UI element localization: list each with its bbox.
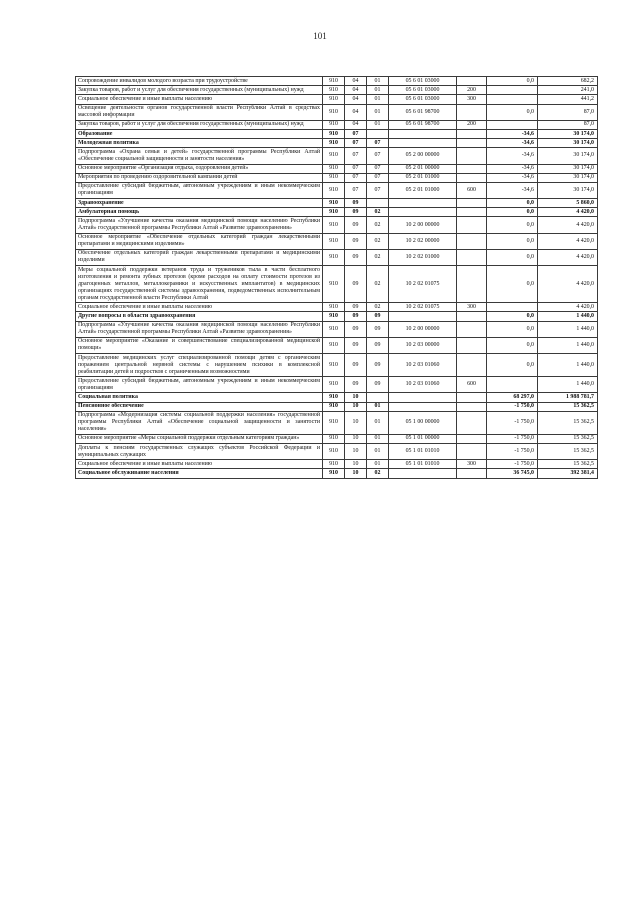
row-target-code <box>389 139 457 148</box>
row-ministry-code: 910 <box>323 86 345 95</box>
row-subsection-code: 07 <box>367 164 389 173</box>
row-expense-type <box>457 249 487 265</box>
row-amount-total: 1 988 781,7 <box>538 393 598 402</box>
row-section-code: 07 <box>345 148 367 164</box>
row-subsection-code: 01 <box>367 460 389 469</box>
row-expense-type <box>457 173 487 182</box>
table-row <box>76 104 598 120</box>
table-row <box>76 393 598 402</box>
row-target-code: 05 6 01 98700 <box>389 120 457 129</box>
row-section-code: 10 <box>345 469 367 478</box>
table-row <box>76 402 598 411</box>
row-target-code <box>389 208 457 217</box>
table-row <box>76 312 598 321</box>
row-amount-change: -1 750,0 <box>487 411 538 434</box>
row-name: Амбулаторная помощь <box>76 208 323 217</box>
row-section-code: 04 <box>345 104 367 120</box>
row-section-code: 09 <box>345 217 367 233</box>
table-row <box>76 337 598 353</box>
row-ministry-code: 910 <box>323 393 345 402</box>
row-expense-type <box>457 469 487 478</box>
row-section-code: 07 <box>345 182 367 198</box>
row-name: Доплаты к пенсиям государственных служащих субъектов Российской Федерации и муниципальных служащих <box>76 444 323 460</box>
row-amount-change: -1 750,0 <box>487 444 538 460</box>
row-subsection-code: 01 <box>367 402 389 411</box>
row-amount-change <box>487 303 538 312</box>
row-name: Предоставление субсидий бюджетным, автономным учреждениям и иным некоммерческим организациям <box>76 377 323 393</box>
row-expense-type <box>457 104 487 120</box>
row-target-code: 05 6 01 03000 <box>389 95 457 104</box>
row-subsection-code: 01 <box>367 104 389 120</box>
row-ministry-code: 910 <box>323 312 345 321</box>
budget-table-body <box>76 77 598 479</box>
row-expense-type <box>457 444 487 460</box>
row-target-code: 05 2 00 00000 <box>389 148 457 164</box>
row-target-code <box>389 129 457 138</box>
row-amount-total: 15 362,5 <box>538 434 598 443</box>
row-expense-type: 300 <box>457 303 487 312</box>
row-target-code: 05 1 01 01010 <box>389 444 457 460</box>
row-section-code: 09 <box>345 199 367 208</box>
row-target-code: 05 1 01 01010 <box>389 460 457 469</box>
row-amount-change: 0,0 <box>487 249 538 265</box>
row-target-code: 05 6 01 03000 <box>389 77 457 86</box>
row-name: Подпрограмма «Улучшение качества оказания медицинской помощи населению Республики Алтай» государственной программы Республики Алтай «Развитие здравоохранения» <box>76 217 323 233</box>
row-expense-type <box>457 139 487 148</box>
table-row <box>76 139 598 148</box>
table-row <box>76 129 598 138</box>
row-ministry-code: 910 <box>323 148 345 164</box>
row-section-code: 09 <box>345 353 367 376</box>
row-amount-total: 87,0 <box>538 104 598 120</box>
row-expense-type <box>457 312 487 321</box>
row-amount-total: 87,0 <box>538 120 598 129</box>
row-amount-change: 0,0 <box>487 233 538 249</box>
row-expense-type <box>457 393 487 402</box>
row-amount-total: 15 362,5 <box>538 444 598 460</box>
row-amount-change: 0,0 <box>487 104 538 120</box>
row-section-code: 09 <box>345 303 367 312</box>
page-number: 101 <box>313 31 327 41</box>
row-amount-total: 392 381,4 <box>538 469 598 478</box>
row-target-code: 05 2 01 00000 <box>389 164 457 173</box>
row-amount-total: 1 440,0 <box>538 377 598 393</box>
row-expense-type <box>457 411 487 434</box>
row-target-code: 05 2 01 01000 <box>389 182 457 198</box>
row-target-code: 10 2 00 00000 <box>389 321 457 337</box>
row-section-code: 10 <box>345 460 367 469</box>
row-target-code <box>389 469 457 478</box>
row-name: Предоставление субсидий бюджетным, автономным учреждениям и иным некоммерческим организациям <box>76 182 323 198</box>
row-section-code: 04 <box>345 120 367 129</box>
row-name: Сопровождение инвалидов молодого возраста при трудоустройстве <box>76 77 323 86</box>
row-amount-total: 30 174,0 <box>538 148 598 164</box>
row-amount-change: -34,6 <box>487 148 538 164</box>
row-ministry-code: 910 <box>323 353 345 376</box>
row-name: Закупка товаров, работ и услуг для обеспечения государственных (муниципальных) нужд <box>76 120 323 129</box>
row-section-code: 10 <box>345 444 367 460</box>
row-expense-type <box>457 217 487 233</box>
row-section-code: 07 <box>345 129 367 138</box>
row-amount-change: 0,0 <box>487 353 538 376</box>
row-target-code: 10 2 02 01075 <box>389 266 457 303</box>
row-target-code <box>389 402 457 411</box>
table-row <box>76 233 598 249</box>
row-ministry-code: 910 <box>323 434 345 443</box>
row-target-code: 10 2 02 01000 <box>389 249 457 265</box>
row-amount-change: -34,6 <box>487 173 538 182</box>
row-expense-type: 300 <box>457 460 487 469</box>
table-row <box>76 95 598 104</box>
row-target-code: 10 2 02 00000 <box>389 233 457 249</box>
table-row <box>76 434 598 443</box>
row-amount-change: 0,0 <box>487 217 538 233</box>
table-row <box>76 411 598 434</box>
budget-table <box>75 76 598 479</box>
row-section-code: 09 <box>345 266 367 303</box>
row-ministry-code: 910 <box>323 303 345 312</box>
row-amount-total: 682,2 <box>538 77 598 86</box>
row-ministry-code: 910 <box>323 249 345 265</box>
row-section-code: 04 <box>345 86 367 95</box>
table-row <box>76 217 598 233</box>
row-subsection-code: 09 <box>367 312 389 321</box>
row-target-code: 10 2 03 00000 <box>389 337 457 353</box>
row-amount-change: -1 750,0 <box>487 460 538 469</box>
table-row <box>76 208 598 217</box>
row-section-code: 07 <box>345 173 367 182</box>
row-subsection-code: 02 <box>367 217 389 233</box>
row-section-code: 10 <box>345 402 367 411</box>
row-amount-total: 441,2 <box>538 95 598 104</box>
row-amount-change <box>487 86 538 95</box>
row-amount-total: 4 420,0 <box>538 208 598 217</box>
row-expense-type <box>457 434 487 443</box>
row-amount-total: 15 362,5 <box>538 411 598 434</box>
row-name: Подпрограмма «Улучшение качества оказания медицинской помощи населению Республики Алтай» государственной программы Республики Алтай «Развитие здравоохранения» <box>76 321 323 337</box>
row-name: Другие вопросы в области здравоохранения <box>76 312 323 321</box>
row-ministry-code: 910 <box>323 233 345 249</box>
row-subsection-code: 02 <box>367 208 389 217</box>
row-section-code: 09 <box>345 208 367 217</box>
row-ministry-code: 910 <box>323 208 345 217</box>
row-target-code: 05 6 01 98700 <box>389 104 457 120</box>
row-amount-total: 4 420,0 <box>538 233 598 249</box>
row-expense-type <box>457 402 487 411</box>
row-amount-total: 15 362,5 <box>538 460 598 469</box>
row-subsection-code: 01 <box>367 86 389 95</box>
row-section-code: 04 <box>345 95 367 104</box>
row-name: Подпрограмма «Модернизация системы социальной поддержки населения» государственной программы Республики Алтай «Обеспечение социальной защищенности и занятости населения» <box>76 411 323 434</box>
row-subsection-code: 07 <box>367 139 389 148</box>
row-amount-total: 4 420,0 <box>538 217 598 233</box>
row-subsection-code: 01 <box>367 77 389 86</box>
row-section-code: 07 <box>345 139 367 148</box>
row-section-code: 10 <box>345 434 367 443</box>
row-expense-type: 200 <box>457 86 487 95</box>
row-ministry-code: 910 <box>323 266 345 303</box>
row-amount-total: 30 174,0 <box>538 129 598 138</box>
row-amount-change <box>487 120 538 129</box>
row-target-code: 10 2 03 01060 <box>389 377 457 393</box>
row-ministry-code: 910 <box>323 411 345 434</box>
row-expense-type <box>457 208 487 217</box>
row-target-code: 05 1 00 00000 <box>389 411 457 434</box>
row-subsection-code <box>367 129 389 138</box>
row-subsection-code: 07 <box>367 173 389 182</box>
row-amount-change <box>487 377 538 393</box>
row-name: Образование <box>76 129 323 138</box>
row-name: Обеспечение отдельных категорий граждан лекарственными препаратами и медицинскими изделиями <box>76 249 323 265</box>
table-row <box>76 303 598 312</box>
row-ministry-code: 910 <box>323 460 345 469</box>
row-name: Меры социальной поддержки ветеранов труда и тружеников тыла в части бесплатного изготовления и ремонта зубных протезов (кроме расходов на оплату стоимости протезов из драгоценных металлов, металлокерамики и искусственных имплантатов) в медицинских организациях государственной системы здравоохранения, подведомственных исполнительным органам государственной власти Республики Алтай <box>76 266 323 303</box>
row-amount-total: 15 362,5 <box>538 402 598 411</box>
row-name: Социальное обеспечение и иные выплаты населению <box>76 303 323 312</box>
row-subsection-code: 09 <box>367 321 389 337</box>
table-row <box>76 353 598 376</box>
row-ministry-code: 910 <box>323 173 345 182</box>
row-ministry-code: 910 <box>323 129 345 138</box>
row-expense-type <box>457 321 487 337</box>
row-subsection-code: 07 <box>367 148 389 164</box>
row-name: Основное мероприятие «Организация отдыха, оздоровления детей» <box>76 164 323 173</box>
row-ministry-code: 910 <box>323 444 345 460</box>
row-subsection-code: 02 <box>367 266 389 303</box>
row-amount-total: 1 440,0 <box>538 337 598 353</box>
row-amount-change: 36 745,0 <box>487 469 538 478</box>
row-ministry-code: 910 <box>323 120 345 129</box>
row-section-code: 10 <box>345 411 367 434</box>
row-ministry-code: 910 <box>323 377 345 393</box>
row-amount-change: 68 297,0 <box>487 393 538 402</box>
row-name: Основное мероприятие «Меры социальной поддержки отдельным категориям граждан» <box>76 434 323 443</box>
row-target-code: 10 2 02 01075 <box>389 303 457 312</box>
row-expense-type <box>457 337 487 353</box>
row-subsection-code: 07 <box>367 182 389 198</box>
row-name: Здравоохранение <box>76 199 323 208</box>
row-name: Основное мероприятие «Обеспечение отдельных категорий граждан лекарственными препаратами и медицинскими изделиями» <box>76 233 323 249</box>
row-name: Предоставление медицинских услуг специализированной помощи детям с органическим поражением центральной нервной системы с нарушением психики в комплексной реабилитации детей и подростков с ограниченными возможностями <box>76 353 323 376</box>
table-row <box>76 120 598 129</box>
table-row <box>76 164 598 173</box>
row-name: Подпрограмма «Охрана семьи и детей» государственной программы Республики Алтай «Обеспечение социальной защищенности и занятости населения» <box>76 148 323 164</box>
row-amount-total: 5 860,0 <box>538 199 598 208</box>
row-name: Пенсионное обеспечение <box>76 402 323 411</box>
row-subsection-code: 09 <box>367 353 389 376</box>
row-section-code: 04 <box>345 77 367 86</box>
row-section-code: 09 <box>345 249 367 265</box>
row-subsection-code: 02 <box>367 469 389 478</box>
row-ministry-code: 910 <box>323 321 345 337</box>
row-amount-change: 0,0 <box>487 337 538 353</box>
row-ministry-code: 910 <box>323 139 345 148</box>
row-ministry-code: 910 <box>323 337 345 353</box>
row-name: Социальное обслуживание населения <box>76 469 323 478</box>
row-section-code: 07 <box>345 164 367 173</box>
row-subsection-code <box>367 393 389 402</box>
row-expense-type <box>457 164 487 173</box>
row-section-code: 09 <box>345 377 367 393</box>
row-name: Основное мероприятие «Оказание и совершенствование специализированной медицинской помощи» <box>76 337 323 353</box>
row-amount-change: -34,6 <box>487 129 538 138</box>
table-row <box>76 77 598 86</box>
row-expense-type <box>457 148 487 164</box>
row-expense-type <box>457 233 487 249</box>
row-amount-change: -34,6 <box>487 182 538 198</box>
row-amount-total: 30 174,0 <box>538 139 598 148</box>
row-amount-change: 0,0 <box>487 312 538 321</box>
row-subsection-code: 01 <box>367 444 389 460</box>
row-section-code: 09 <box>345 233 367 249</box>
row-section-code: 09 <box>345 321 367 337</box>
table-row <box>76 173 598 182</box>
row-target-code: 10 2 00 00000 <box>389 217 457 233</box>
row-amount-change: 0,0 <box>487 199 538 208</box>
row-subsection-code <box>367 199 389 208</box>
row-target-code <box>389 312 457 321</box>
row-amount-change: 0,0 <box>487 77 538 86</box>
row-expense-type: 600 <box>457 182 487 198</box>
row-expense-type <box>457 77 487 86</box>
row-section-code: 10 <box>345 393 367 402</box>
row-expense-type <box>457 266 487 303</box>
row-expense-type <box>457 129 487 138</box>
row-expense-type: 300 <box>457 95 487 104</box>
table-row <box>76 469 598 478</box>
row-amount-total: 1 440,0 <box>538 353 598 376</box>
row-amount-total: 4 420,0 <box>538 303 598 312</box>
row-ministry-code: 910 <box>323 469 345 478</box>
row-amount-total: 1 440,0 <box>538 312 598 321</box>
row-name: Социальное обеспечение и иные выплаты населению <box>76 460 323 469</box>
row-section-code: 09 <box>345 337 367 353</box>
row-expense-type: 200 <box>457 120 487 129</box>
row-ministry-code: 910 <box>323 77 345 86</box>
row-target-code: 05 1 01 00000 <box>389 434 457 443</box>
row-expense-type: 600 <box>457 377 487 393</box>
row-amount-total: 1 440,0 <box>538 321 598 337</box>
table-row <box>76 460 598 469</box>
row-amount-total: 4 420,0 <box>538 266 598 303</box>
row-amount-change <box>487 95 538 104</box>
table-row <box>76 86 598 95</box>
table-row <box>76 321 598 337</box>
row-target-code: 10 2 03 01060 <box>389 353 457 376</box>
row-ministry-code: 910 <box>323 402 345 411</box>
table-row <box>76 199 598 208</box>
row-subsection-code: 01 <box>367 434 389 443</box>
row-amount-change: -1 750,0 <box>487 434 538 443</box>
row-amount-change: -34,6 <box>487 139 538 148</box>
row-subsection-code: 01 <box>367 95 389 104</box>
table-row <box>76 377 598 393</box>
row-subsection-code: 09 <box>367 377 389 393</box>
row-ministry-code: 910 <box>323 164 345 173</box>
row-amount-change: -34,6 <box>487 164 538 173</box>
row-name: Молодежная политика <box>76 139 323 148</box>
table-row <box>76 249 598 265</box>
row-amount-total: 4 420,0 <box>538 249 598 265</box>
row-section-code: 09 <box>345 312 367 321</box>
row-target-code: 05 6 01 03000 <box>389 86 457 95</box>
row-ministry-code: 910 <box>323 199 345 208</box>
row-ministry-code: 910 <box>323 182 345 198</box>
row-name: Освещение деятельности органов государственной власти Республики Алтай в средствах массовой информации <box>76 104 323 120</box>
table-row <box>76 148 598 164</box>
row-subsection-code: 02 <box>367 233 389 249</box>
row-amount-total: 30 174,0 <box>538 164 598 173</box>
row-name: Закупка товаров, работ и услуг для обеспечения государственных (муниципальных) нужд <box>76 86 323 95</box>
row-amount-total: 30 174,0 <box>538 182 598 198</box>
row-amount-change: -1 750,0 <box>487 402 538 411</box>
row-target-code: 05 2 01 01000 <box>389 173 457 182</box>
row-amount-change: 0,0 <box>487 266 538 303</box>
row-subsection-code: 09 <box>367 337 389 353</box>
table-row <box>76 182 598 198</box>
row-target-code <box>389 393 457 402</box>
row-amount-change: 0,0 <box>487 208 538 217</box>
table-row <box>76 444 598 460</box>
row-name: Мероприятия по проведению оздоровительной кампании детей <box>76 173 323 182</box>
row-ministry-code: 910 <box>323 217 345 233</box>
row-amount-total: 241,0 <box>538 86 598 95</box>
row-subsection-code: 02 <box>367 249 389 265</box>
row-subsection-code: 01 <box>367 411 389 434</box>
row-name: Социальная политика <box>76 393 323 402</box>
row-expense-type <box>457 353 487 376</box>
row-name: Социальное обеспечение и иные выплаты населению <box>76 95 323 104</box>
row-subsection-code: 02 <box>367 303 389 312</box>
row-amount-change: 0,0 <box>487 321 538 337</box>
row-ministry-code: 910 <box>323 104 345 120</box>
table-row <box>76 266 598 303</box>
row-subsection-code: 01 <box>367 120 389 129</box>
row-ministry-code: 910 <box>323 95 345 104</box>
row-target-code <box>389 199 457 208</box>
row-expense-type <box>457 199 487 208</box>
row-amount-total: 30 174,0 <box>538 173 598 182</box>
